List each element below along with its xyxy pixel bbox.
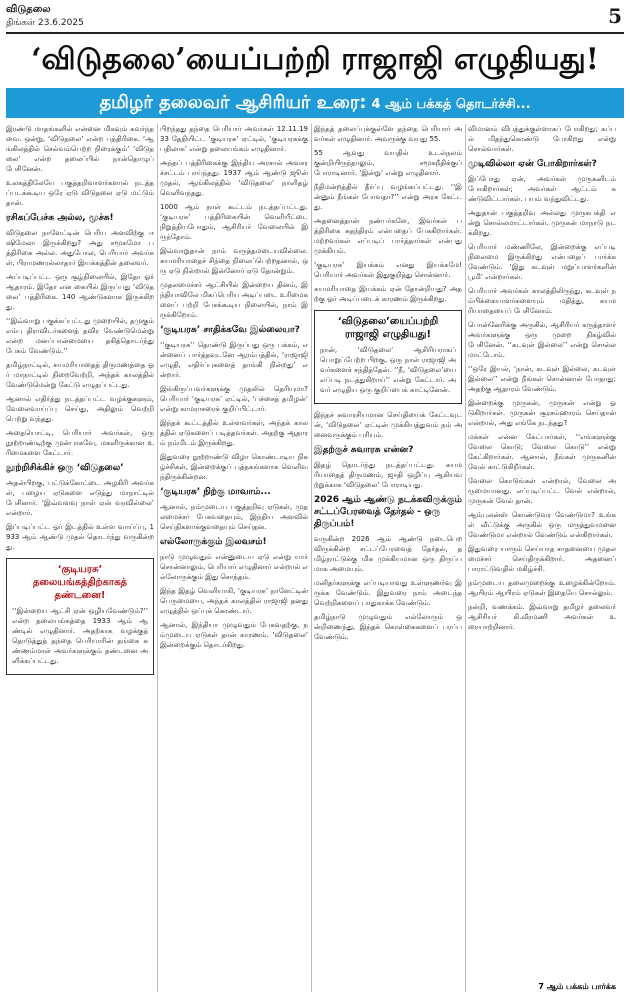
paragraph: ‘‘இவ்வாறு பகுக்கப்பட்டது முறையில், தமுகும் எம்பு திராவிடர்களைத் தவிர வேண்டுமென்று என்ற மனப்பான்மையை தகித்தொடர்ந்து பேசும் வேண்டும்.’’	[6, 317, 154, 355]
paragraph: ஆனால் எதிர்த்து நடத்தப்பட்ட வழக்குகளும், வேலைவாய்ப்பு செய்து, அதிலும் வெற்றி பெற்று வந்தது.	[6, 395, 154, 423]
banner-subtitle: 4 ஆம் பக்கத் தொடர்ச்சி...	[371, 97, 531, 112]
box-title: ‘குடியரசு’ தலையங்கத்திற்காகத் தண்டனை!	[32, 564, 128, 601]
paragraph: தமிழ்நாட்டில், சுயமரியாதைத் திருமணத்தை ஓர் மாநாட்டில் நிறைவேற்றி, அந்தக் காலத்தில் வேண்டுமென்று கேட்டு எழுதப்பட்டது.	[6, 361, 154, 389]
article-column	[314, 124, 462, 992]
paragraph: இப்படிப்பட்ட ஓர் இடத்தில் உள்ள வாய்ப்பு, 1933 ஆம் ஆண்டு முதல் தொடர்ந்து வருகின்றது.	[6, 523, 154, 551]
paragraph: தமிழ்நாடு முழுவதும் எல்லோரும் ஒன்றிணைந்து, இந்தக் கொள்கைகளைப் பரப்ப வேண்டும்.	[314, 613, 462, 641]
paragraph: வருகின்ற 2026 ஆம் ஆண்டு நடைபெறவிருக்கின்ற சட்டப்பேரவைத் தேர்தல், தமிழ்நாட்டுக்கு மிக முக்கியமான ஒரு திருப்பமாக அமையும்.	[314, 535, 462, 573]
paragraph: அப்படிப்பட்ட ஒரு சூழ்நிலையில், இதோ ஓர் ஆதாரம். இதோ என கையில் இருப்பது ‘விடுதலை’ பத்திரிகை. 140 ஆண்டுகளாக இருக்கிறது.	[6, 273, 154, 311]
paragraph: இவ்வாறுதான் நாம் வருத்தமடையவில்லை. சுயமரியாதைச் சிந்தை நிலைப்பெற்றதனால், ஒரு ஏடு நின்றால் இன்னோர் ஏடு தோன்றும்.	[160, 247, 308, 275]
article-column	[468, 124, 616, 992]
paragraph: இந்தக் கூட்டத்தில் உள்ளவர்கள், அந்தக் காலத்தில் ஏடுகளைப் படித்தவர்கள். அதற்கு ஆதாரம் நம்மிடம் இருக்கிறது.	[160, 419, 308, 447]
paragraph: நாடு முழுவதும் என்னுடைய ஏடு என்று யார் சொன்னாலும், பெரியார் எழுதினார் என்றால் எல்லோருக்கும் இது சொந்தம்.	[160, 553, 308, 581]
section-banner	[6, 88, 624, 118]
subheading: ரசிகப்பேச்சு அல்ல, மூச்சு!	[6, 213, 114, 223]
paragraph: ‘‘குடியரசு’’ தொண்டு இருப்பது ஒரு பக்கம், என்னைப் பார்த்தவுடனே ஆரம்பத்தில், ‘ராஜாஜி எழுதி, எதிர்ப்புகளைத் தாங்கி நின்றது’ என்றார்.	[160, 341, 308, 379]
paragraph: அதுதான் பகுத்தறிவு அல்லது முருகபக்தி என்று சொல்லமாட்டார்கள். முருகன் மாநாடு நடக்கிறது.	[468, 209, 616, 237]
box-paragraph: ‘‘இன்றைய ஆட்சி ஏன் ஒழியவேண்டும்?’’ என்ற தலையங்கத்தை 1933 ஆம் ஆண்டில் எழுதினார். அதற்காக வழக்குத் தொடுத்துத் தந்தை பெரியாரின் தங்கை கண்ணம்மாள் அவர்களுக்கும் தண்டனை அளிக்கப்பட்டது.	[12, 607, 148, 665]
page-number: 5	[608, 4, 622, 28]
subheading: நூற்றிசிக்கிச் ஒரு ‘விடுதலை’	[6, 463, 124, 473]
article-columns	[6, 124, 624, 992]
boxed-story	[314, 310, 462, 404]
subheading: இதற்குச் சுவாரசு என்ன?	[314, 445, 414, 455]
article-column	[6, 124, 154, 992]
paragraph: விமானம் விபத்துக்குள்ளாகப் போகிறது; கப்பல் மிதந்துகொண்டு போகிறது என்று சொல்வார்கள்.	[468, 125, 616, 153]
paragraph: மக்கள் என்ன கேட்பார்கள், ‘‘எங்களுக்கு வேலை கொடு; வேலை கொடு’’ என்று கேட்கிறார்கள். ஆனால், நீங்கள் முருகனின் வேல் காட்டுகிறீர்கள்.	[468, 433, 616, 471]
paragraph: விடுதலை நாளேட்டின் பெரிய அளவிற்கு ஈஷிமேலா இருக்கிறது? அது சமூகமோ பத்திரிகை அல்ல. அதுபோல, பெரியார் அவர்கள், பிராமணரல்லாதார் இயக்கத்தின் தலைவர்.	[6, 229, 154, 267]
column-divider	[465, 124, 466, 992]
main-headline: ‘விடுதலை’யைப்பற்றி ராஜாஜி எழுதியது!	[31, 42, 599, 77]
box-title: ‘விடுதலை’யைப்பற்றி ராஜாஜி எழுதியது!	[337, 316, 439, 340]
paragraph: நம்முடைய தலைமுறைக்கு உழைக்கின்றோம். ஆயிரம் ஆயிரம் ஏடுகள் இதையே சொல்லும்.	[468, 579, 616, 597]
paragraph: வேலை கொடுங்கள் என்றால், வேலை அருமையானது. எப்படிப்பட்ட வேல் என்றால், முருகன் வேல் தான்.	[468, 477, 616, 505]
paragraph: ஆனால், நம்முடைய பகுத்தறிவு ஏடுகள், முதலமைச்சர் பேசுவதையும், இந்திய அளவில் செய்திகளாக்குவதையும் செய்தன.	[160, 503, 308, 531]
continued-note: 7 ஆம் பக்கம் பார்க்க	[538, 982, 616, 991]
paragraph: ஆம்புலன்ஸ் கொண்டுவர வேண்டுமா? உங்கள் வீட்டுக்கு அருகில் ஒரு மருத்துவமனை வேண்டுமா என்றால் வேண்டும் என்கிறார்கள்.	[468, 511, 616, 539]
paragraph: இந்தத் தலைப்புக்குள்ளே தந்தை பெரியார் அவர்கள் எழுதினார். அவருக்கு வயது 55.	[314, 125, 462, 143]
column-divider	[311, 124, 312, 992]
paragraph: பொன்னேரிக்கு அருகில், ஆசிரியர் கருத்தாளர் அவர்களுக்கு ஒரு முறை நிகழ்வில் பேசினேன். ‘‘கடவுள் இல்லை’’ என்று சொல்லமாட்டோம்.	[468, 321, 616, 359]
issue-date: திங்கள் 23.6.2025	[6, 18, 84, 28]
paragraph: பிறந்தது தந்தை பெரியார் அவர்கள் 12.11.1933 தேதியிட்ட ‘குடியரசு’ ஏட்டில், ‘குடியரசுக்கு பதிலாக’ என்று தலையங்கம் எழுதினார்.	[160, 125, 308, 153]
masthead	[6, 4, 624, 34]
paragraph: 1000 ஆம் நாள் கூட்டம் நடத்தப்பட்டது. ‘குடியரசு’ பத்திரிகையின் வெளியீட்டை நிறுத்தியபோதும், ஆசிரியர் வேலையில் இருந்தோம்.	[160, 203, 308, 241]
paragraph: ‘குடியரசு’ இயக்கம் எனது இயக்கமே! பெரியார் அவர்கள் இதுகுறித்து சொன்னார்.	[314, 261, 462, 279]
paragraph: நன்றி, வணக்கம். இவ்வாறு தமிழர் தலைவர் ஆசிரியர் கி.வீரமணி அவர்கள் உரையாற்றினார்.	[468, 603, 616, 631]
paragraph: இதழ் தொடர்ந்து நடத்தப்பட்டது. சுயமரியாதைத் திருமணம், ஜாதி ஒழிப்பு ஆகியவற்றுக்காக ‘விடுதலை’ போராடியது.	[314, 461, 462, 489]
boxed-story	[6, 558, 154, 675]
paragraph: அதன்பிறகு, பட்டுக்கோட்டை அழகிரி அவர்கள், பழைய ஏடுகளை எடுத்து மாநாட்டில் பேசினார். ‘இவ்வளவு நாள் ஏன் வரவில்லை’ என்றார்.	[6, 479, 154, 517]
paragraph: இதுவரை நூற்றாண்டு விழா கொண்டாடிய நிகழ்ச்சிகள், இன்றைக்குப் புத்தகங்களாக வெளிவந்திருக்கின்றன.	[160, 453, 308, 481]
paragraph: இந்த இதழ் வெளியாகி, ‘குடியரசு’ நாளேட்டின் பெருமையை, அந்தக் காலத்தில் ராஜாஜி தனது எழுத்தில் ஒப்புக் கொண்டார்.	[160, 587, 308, 615]
subheading: முடிவில்லா ஏன் போகிறார்கள்?	[468, 159, 597, 169]
paragraph: உலகத்திலேயே பகுத்தறிவாளர்களால் நடத்தப்படக்கூடிய ஒரே ஏடு விடுதலை ஏடு மட்டும் தான்.	[6, 179, 154, 207]
column-divider	[157, 124, 158, 992]
paragraph: நீதிமன்றத்தில் தீர்ப்பு வழங்கப்பட்டது. ‘‘இன்னும் நீங்கள் போவதா?’’ என்று அரசு கேட்டது.	[314, 183, 462, 211]
subheading: ‘குடியரசு’ சாதிக்கவே இல்லையா?	[160, 325, 300, 335]
paper-name: விடுதலை	[6, 4, 51, 15]
paragraph: இன்றைக்கு முருகன், முருகன் என்று ஓடுகிறார்கள். முருகன் சூரசம்ஹாரம் செய்தான் என்றால், அது எங்கே நடந்தது?	[468, 399, 616, 427]
box-paragraph: நான், ‘விடுதலை’ ஆசிரியராகப் பொறுப்பேற்ற பிறகு, ஒரு நாள் ராஜாஜி அவர்களைச் சந்தித்தேன். ‘‘நீ, ‘விடுதலை’யை எப்படி நடத்துகிறாய்’’ என்று கேட்டார். அவர் எழுதிய ஒரு குறிப்பைக் காட்டினேன்.	[320, 346, 456, 394]
paragraph: இரண்டு மாதங்களில் என்னை மிகவும் கவர்ந்தவை. ஒன்று, ‘விடுதலை’ என்ற பத்திரிகை. ‘ஆங்கிலத்தில் செல்வம்பெற்ற நிரைக்கும்’ ‘விடுதலை’ என்ற தலைப்பில் நான்தொழுப் பேசினேன்.	[6, 125, 154, 173]
subheading: எல்லோருக்கும் இலவசம்!	[160, 537, 267, 547]
paragraph: பெரியார் அவர்கள் காலத்திலிருந்து, கடவுள் நம்பிக்கையாளர்களையும் மதித்து, சுயமரியாதையைப் பேசினோம்.	[468, 287, 616, 315]
article-column	[160, 124, 308, 992]
paragraph: சுயமரியாதை இயக்கம் ஏன் தோன்றியது? அதற்கு ஓர் அடிப்படைக் காரணம் இருக்கிறது.	[314, 285, 462, 303]
paragraph: ஆனால், இந்தியா முழுவதும் பேசுவதற்கு, நம்முடைய ஏடுகள் தான் காரணம். ‘விடுதலை’ இன்றைக்கும் தொடர்கிறது.	[160, 621, 308, 649]
paragraph: இப்போது ஏன், அவர்கள் முருகனிடம் போகிறார்கள்; அவர்கள் ஆட்டம் கண்டுவிட்டார்கள். பயம் வந்துவிட்டது.	[468, 175, 616, 203]
paragraph: அந்தப் பத்திரிகைக்கு இந்திய அரசால் அவசரச்சட்டம் பாய்ந்தது. 1937 ஆம் ஆண்டு ஜூன் முதல், ஆங்கிலத்தில் ‘விடுதலை’ நாளிதழ் வெளிவந்தது.	[160, 159, 308, 197]
subheading: ‘குடியரசு’ நிற்கு மாவாம்...	[160, 487, 271, 497]
paragraph: இதுவரை யாரும் செய்யாத சாதனையை முதலமைச்சர் செய்திருக்கிறார். அதனைப் பாராட்டுவதில் மகிழ்ச்சி.	[468, 545, 616, 573]
paragraph: முதலமைச்சர் ஆட்சியில் இன்றைய தினம், இந்தியாவிலே மிகப்பெரிய அடிப்படை உரிமைகளைப் பற்றி பேசக்கூடிய நிலையில், நாம் இருக்கிறோம்.	[160, 281, 308, 319]
subheading: 2026 ஆம் ஆண்டு நடக்கவிருக்கும் சட்டப்பேரவைத் தேர்தல் - ஒரு திருப்பம்!	[314, 495, 462, 529]
paragraph: மனிதர்களுக்கு எப்படியாவது உள்ளுணர்வு இருக்க வேண்டும். இதுவரை நாம் அடைந்த வெற்றிகளைப் பாதுகாக்க வேண்டும்.	[314, 579, 462, 607]
paragraph: பெரியார் மண்ணிலே, இன்றைக்கு எப்படி நிலைமை இருக்கிறது என்பதைப் பார்க்க வேண்டும். ‘இது கடவுள் மறுப்பாளர்களின் பூமி’ என்றார்கள்.	[468, 243, 616, 281]
paragraph: அதையொட்டி, பெரியார் அவர்கள், ஒரு நூற்றாண்டிற்கு முன்பாகவே, மகளிருக்கான உரிமைகளை கேட்டார்.	[6, 429, 154, 457]
paragraph: அதனைத்தான் நண்பர்களே, இவர்கள் பத்திரிகை சுதந்திரம் என்பதைப் பேசுகிறார்கள். மற்றவர்கள் எப்படிப் பார்த்தார்கள் என்பது முக்கியம்.	[314, 217, 462, 255]
banner-title: தமிழர் தலைவர் ஆசிரியர் உரை:	[99, 92, 367, 113]
paragraph: ‘‘ஒரே இயல், ‘நான், கடவுள் இல்லை, கடவுள் இல்லை’’ என்று நீங்கள் சொன்னால் போதாது; அதற்கு ஆதாரம் வேண்டும்.	[468, 365, 616, 393]
paragraph: இந்தச் சுவாரசியமான செய்தியைக் கேட்டவுடன், ‘விடுதலை’ ஏட்டின் முக்கியத்துவம் நம் அனைவருக்கும் புரியும்.	[314, 411, 462, 439]
paragraph: 55 ஆவது வயதில் உடல்நலம் குன்றியிருந்தாலும், சமூகநீதிக்குப் போராடினார். ‘இன்று’ என்று எழுதினார்.	[314, 149, 462, 177]
paragraph: இங்கிருப்பவர்களுக்கு முதலில் தெரியுமா? பெரியார் ‘குடியரசு’ ஏட்டில், ‘பச்சைத் தமிழன்’ என்று காமராசரைக் குறிப்பிட்டார்.	[160, 385, 308, 413]
